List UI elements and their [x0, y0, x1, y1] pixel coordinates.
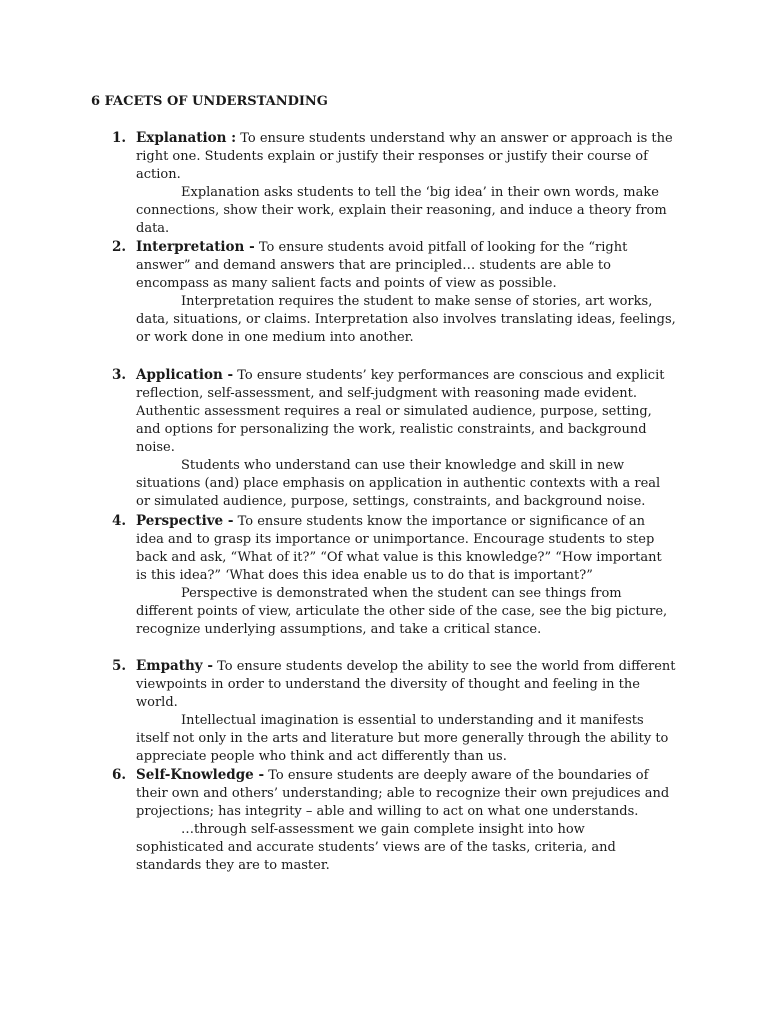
facet-definition-paragraph [136, 512, 676, 585]
facet-term: Interpretation - [136, 239, 255, 255]
facet-definition: To ensure students understand why an answer or approach is the right one. Students explain or justify their responses or justify their course of action. [136, 131, 673, 182]
facet-detail: Perspective is demonstrated when the student can see things from different points of view, articulate the other side of the case, see the big picture, recognize underlying assumptions, and take a critical stance. [136, 586, 668, 637]
facet-definition: To ensure students’ key performances are conscious and explicit reflection, self-assessment, and self-judgment with reasoning made evident. Authentic assessment requires a real or simulated audience, purpose, setting, and options for personalizing the work, realistic constraints, and background noise. [136, 368, 665, 455]
facet-term: Application - [136, 367, 234, 383]
facet-definition-paragraph [136, 238, 676, 293]
facet-definition-paragraph [136, 366, 676, 457]
facet-interpretation [112, 238, 676, 347]
facet-perspective [112, 512, 676, 639]
facet-definition: To ensure students develop the ability to see the world from different viewpoints in order to understand the diversity of thought and feeling in the world. [136, 659, 676, 710]
facet-empathy [112, 657, 676, 766]
facet-definition: To ensure students are deeply aware of the boundaries of their own and others’ understanding; able to recognize their own prejudices and projections; has integrity – able and willing to act on what one understands. [136, 768, 670, 819]
facet-definition: To ensure students know the importance or significance of an idea and to grasp its importance or unimportance. Encourage students to step back and ask, “What of it?” “Of what value is this knowledge?” “How important is this idea?” ‘What does this idea enable us to do that is important?” [136, 514, 662, 583]
facet-definition-paragraph [136, 129, 676, 184]
facet-term: Perspective - [136, 513, 234, 529]
facet-definition: To ensure students avoid pitfall of looking for the “right answer” and demand answers that are principled… students are able to encompass as many salient facts and points of view as possible. [136, 240, 628, 291]
facet-application [112, 366, 676, 511]
facet-detail: Explanation asks students to tell the ‘big idea’ in their own words, make connections, show their work, explain their reasoning, and induce a theory from data. [136, 185, 667, 236]
facet-detail: Interpretation requires the student to make sense of stories, art works, data, situations, or claims. Interpretation also involves translating ideas, feelings, or work done in one medium into another. [136, 294, 676, 345]
facet-number: 1. [112, 130, 127, 146]
facet-term: Empathy - [136, 658, 213, 674]
facet-detail: Students who understand can use their knowledge and skill in new situations (and) place emphasis on application in authentic contexts with a real or simulated audience, purpose, settings, constraints, and background noise. [136, 458, 661, 509]
facet-definition-paragraph [136, 766, 676, 821]
document-title: 6 FACETS OF UNDERSTANDING [91, 94, 328, 109]
facet-number: 6. [112, 767, 127, 783]
facet-term: Self-Knowledge - [136, 767, 265, 783]
facet-number: 2. [112, 239, 127, 255]
facet-definition-paragraph [136, 657, 676, 712]
facet-number: 4. [112, 513, 127, 529]
facet-term: Explanation : [136, 130, 237, 146]
facet-explanation [112, 129, 676, 238]
facet-number: 3. [112, 367, 127, 383]
facet-number: 5. [112, 658, 127, 674]
facet-detail: …through self-assessment we gain complete insight into how sophisticated and accurate students’ views are of the tasks, criteria, and standards they are to master. [136, 822, 616, 873]
facet-detail: Intellectual imagination is essential to understanding and it manifests itself not only in the arts and literature but more generally through the ability to appreciate people who think and act differently than us. [136, 713, 669, 764]
facet-self-knowledge [112, 766, 676, 875]
